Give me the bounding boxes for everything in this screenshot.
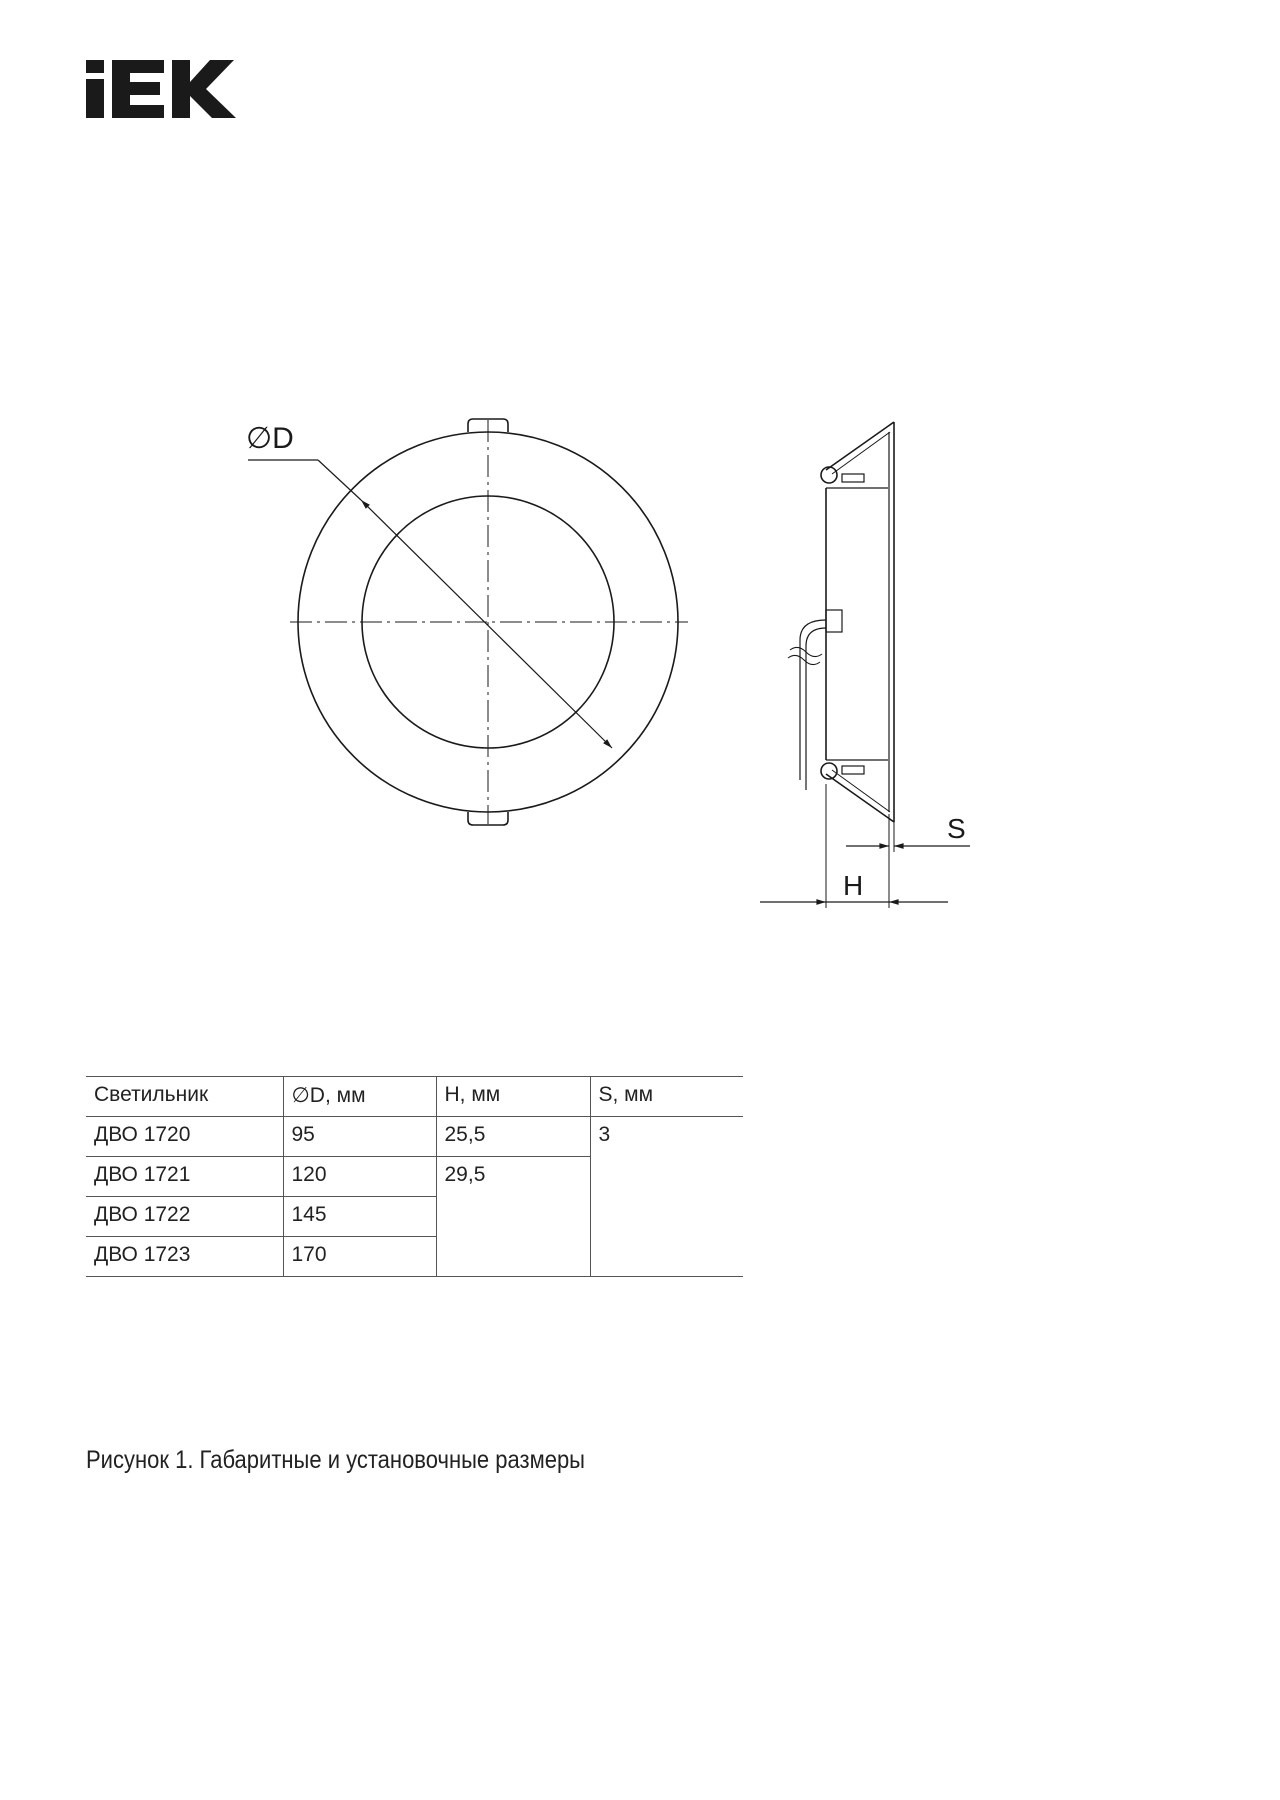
header-height: H, мм (436, 1077, 590, 1117)
front-view (248, 419, 688, 825)
diameter-label: ∅D (246, 422, 294, 455)
cell-model: ДВО 1720 (86, 1117, 283, 1157)
side-view (760, 422, 970, 908)
cell-diameter: 145 (283, 1197, 436, 1237)
cell-model: ДВО 1723 (86, 1237, 283, 1277)
height-label: H (843, 870, 864, 901)
header-thickness: S, мм (590, 1077, 743, 1117)
dimensions-table (86, 1076, 743, 1277)
cell-diameter: 170 (283, 1237, 436, 1277)
cell-diameter: 120 (283, 1157, 436, 1197)
figure-caption: Рисунок 1. Габаритные и установочные размеры (86, 1446, 585, 1474)
cell-model: ДВО 1721 (86, 1157, 283, 1197)
cell-height: 25,5 (436, 1117, 590, 1157)
cell-height: 29,5 (436, 1157, 590, 1277)
thickness-label: S (947, 813, 966, 844)
cell-model: ДВО 1722 (86, 1197, 283, 1237)
header-model: Светильник (86, 1077, 283, 1117)
header-diameter: ∅D, мм (283, 1077, 436, 1117)
cell-thickness: 3 (590, 1117, 743, 1277)
table-row (86, 1117, 743, 1157)
table-header-row (86, 1077, 743, 1117)
cell-diameter: 95 (283, 1117, 436, 1157)
